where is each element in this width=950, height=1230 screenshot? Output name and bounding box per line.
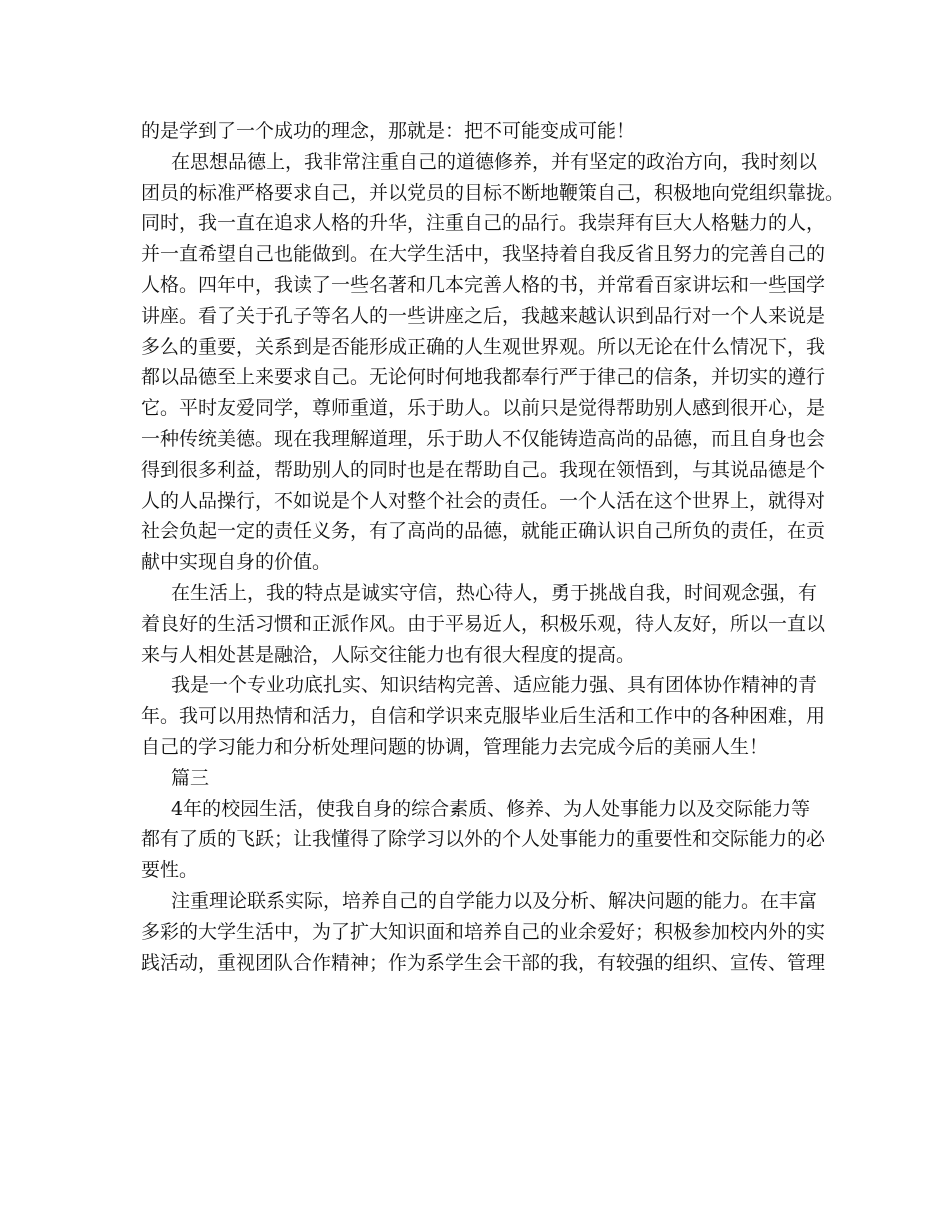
text-line: 年。我可以用热情和活力，自信和学识来克服毕业后生活和工作中的各种困难，用 <box>141 705 826 728</box>
text-line: 自己的学习能力和分析处理问题的协调，管理能力去完成今后的美丽人生！ <box>141 735 769 758</box>
body-text <box>141 116 845 978</box>
text-line: 人的人品操行，不如说是个人对整个社会的责任。一个人活在这个世界上，就得对 <box>141 489 826 512</box>
text-line: 要性。 <box>141 859 199 882</box>
text-line: 的是学到了一个成功的理念，那就是：把不可能变成可能！ <box>141 120 636 142</box>
text-line: 团员的标准严格要求自己，并以党员的目标不断地鞭策自己，积极地向党组织靠拢。 <box>141 181 845 204</box>
text-line: 着良好的生活习惯和正派作风。由于平易近人，积极乐观，待人友好，所以一直以 <box>141 612 826 635</box>
text-line: 在生活上，我的特点是诚实守信，热心待人，勇于挑战自我，时间观念强，有 <box>171 581 818 604</box>
text-line: 来与人相处甚是融洽，人际交往能力也有很大程度的提高。 <box>141 643 636 666</box>
text-line: 我是一个专业功底扎实、知识结构完善、适应能力强、具有团体协作精神的青 <box>171 674 818 697</box>
text-line: 注重理论联系实际，培养自己的自学能力以及分析、解决问题的能力。在丰富 <box>171 889 818 912</box>
text-line: 献中实现自身的价值。 <box>141 551 332 574</box>
text-line: 践活动，重视团队合作精神；作为系学生会干部的我，有较强的组织、宣传、管理 <box>141 951 826 974</box>
text-line: 都有了质的飞跃；让我懂得了除学习以外的个人处事能力的重要性和交际能力的必 <box>141 828 826 851</box>
text-line: 在思想品德上，我非常注重自己的道德修养，并有坚定的政治方向，我时刻以 <box>171 150 818 173</box>
text-line: 多么的重要，关系到是否能形成正确的人生观世界观。所以无论在什么情况下，我 <box>141 335 826 358</box>
text-line: 都以品德至上来要求自己。无论何时何地我都奉行严于律己的信条，并切实的遵行 <box>141 366 826 389</box>
text-line: 人格。四年中，我读了一些名著和几本完善人格的书，并常看百家讲坛和一些国学 <box>141 273 826 296</box>
text-line: 并一直希望自己也能做到。在大学生活中，我坚持着自我反省且努力的完善自己的 <box>141 243 826 266</box>
text-line: 同时，我一直在追求人格的升华，注重自己的品行。我崇拜有巨大人格魅力的人， <box>141 212 826 235</box>
text-line: 一种传统美德。现在我理解道理，乐于助人不仅能铸造高尚的品德，而且自身也会 <box>141 427 826 450</box>
text-line: 得到很多利益，帮助别人的同时也是在帮助自己。我现在领悟到，与其说品德是个 <box>141 458 826 481</box>
text-line: 篇三 <box>171 766 210 789</box>
text-line: 多彩的大学生活中，为了扩大知识面和培养自己的业余爱好；积极参加校内外的实 <box>141 920 826 943</box>
text-line: 它。平时友爱同学，尊师重道，乐于助人。以前只是觉得帮助别人感到很开心，是 <box>141 397 826 420</box>
text-line: 社会负起一定的责任义务，有了高尚的品德，就能正确认识自己所负的责任，在贡 <box>141 520 826 543</box>
text-line: 讲座。看了关于孔子等名人的一些讲座之后，我越来越认识到品行对一个人来说是 <box>141 304 826 327</box>
text-line: 4年的校园生活，使我自身的综合素质、修养、为人处事能力以及交际能力等 <box>171 797 811 820</box>
